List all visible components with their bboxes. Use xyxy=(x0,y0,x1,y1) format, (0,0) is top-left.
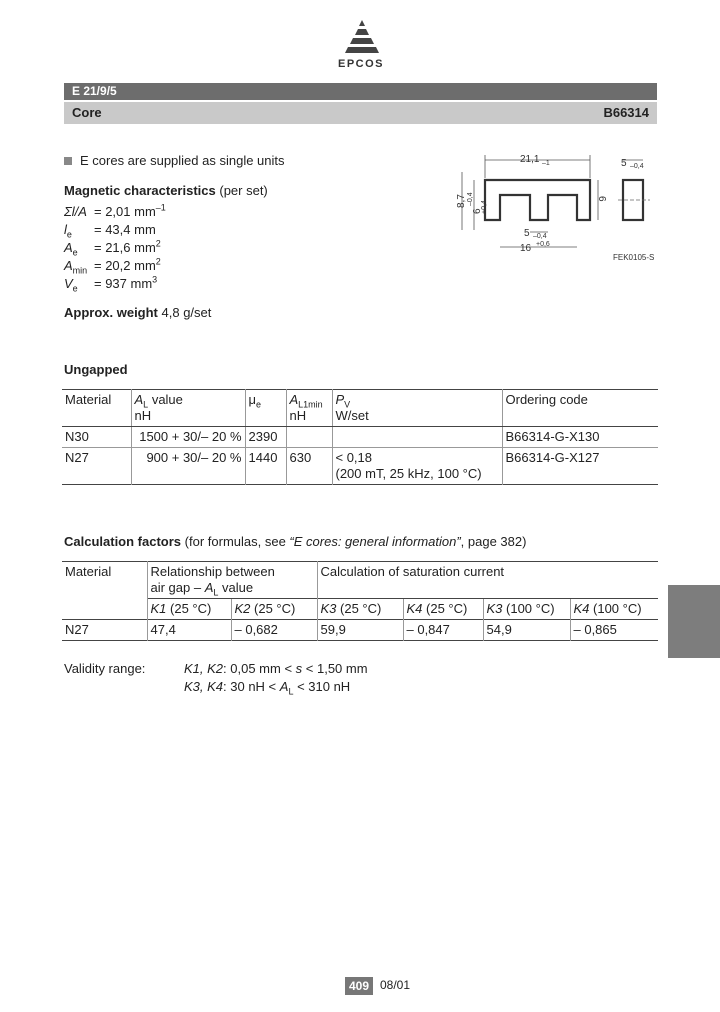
cell-al1min xyxy=(286,427,332,448)
validity-line-2: K3, K4: 30 nH < $A_L < 310$ nH xyxy=(184,679,351,697)
dim-window: 16 xyxy=(520,243,532,254)
table-subheader-row xyxy=(62,599,658,620)
param-symbol: Σl/A xyxy=(64,204,87,219)
col-al1min: $A_{L1min}$ nH xyxy=(286,390,332,427)
cell-ordering-code: B66314-G-X130 xyxy=(502,427,658,448)
bullet-square-icon xyxy=(64,157,72,165)
col-al: $A_L$ value nH xyxy=(131,390,245,427)
dim-height-a: 8,7 xyxy=(456,194,467,208)
weight-line xyxy=(64,305,211,320)
param-sub: e xyxy=(72,283,78,294)
table-header-row xyxy=(62,562,658,599)
param-value: = 937 mm xyxy=(94,276,153,291)
param-symbol: V xyxy=(64,276,73,291)
magnetic-title-suffix: (per set) xyxy=(219,183,268,198)
param-exp: 2 xyxy=(155,238,161,249)
validity-line-1: K1, K2: 0,05 mm < s < 1,50 mm xyxy=(184,661,368,676)
param-row-le xyxy=(64,222,156,240)
validity-label: Validity range: xyxy=(64,661,146,676)
dim-inner: 5 xyxy=(524,228,530,239)
col-k4-25: K4 (25 °C) xyxy=(403,599,483,620)
magnetic-title: Magnetic characteristics xyxy=(64,183,216,198)
page-number: 409 xyxy=(345,977,373,995)
section-tab xyxy=(668,585,720,658)
core-dimension-drawing xyxy=(440,150,665,270)
epcos-logo-icon xyxy=(340,18,384,58)
cell-k3-100: 54,9 xyxy=(483,620,570,641)
param-sub: min xyxy=(72,265,88,276)
cell-mu: 1440 xyxy=(245,448,286,485)
col-k1-25: K1 (25 °C) xyxy=(147,599,231,620)
cell-k1: 47,4 xyxy=(147,620,231,641)
col-saturation: Calculation of saturation current xyxy=(317,562,658,599)
param-symbol: A xyxy=(64,240,73,255)
cell-material: N27 xyxy=(65,450,89,465)
param-symbol: A xyxy=(64,258,73,273)
cell-al: 900 + 30/– 20 % xyxy=(131,448,245,485)
cell-pv xyxy=(332,427,502,448)
dim-width: 21,1 xyxy=(520,154,540,165)
param-sub: e xyxy=(72,247,78,258)
table-row xyxy=(62,427,658,448)
param-value: = 43,4 mm xyxy=(94,222,156,237)
param-value: = 21,6 mm xyxy=(94,240,156,255)
logo-text: EPCOS xyxy=(337,58,384,70)
cell-material: N27 xyxy=(62,620,147,641)
col-material: Material xyxy=(65,564,112,579)
cell-empty xyxy=(62,599,147,620)
page-date: 08/01 xyxy=(380,978,411,992)
part-code: B66314 xyxy=(603,105,649,120)
dim-width-tol: –1 xyxy=(542,160,550,167)
param-row-ve xyxy=(64,276,157,294)
dim-height-a-tol: –0,4 xyxy=(467,192,474,206)
table-row xyxy=(62,620,658,641)
param-exp: 2 xyxy=(155,256,161,267)
param-row-sum-l-a xyxy=(64,204,166,222)
col-k3-100: K3 (100 °C) xyxy=(483,599,570,620)
cell-ordering-code: B66314-G-X127 xyxy=(502,448,658,485)
param-row-ae xyxy=(64,240,161,258)
part-header-bar xyxy=(64,83,657,100)
calc-note: (for formulas, see xyxy=(184,534,290,549)
param-exp: 3 xyxy=(152,274,158,285)
table-header-row xyxy=(62,390,658,427)
cell-mu: 2390 xyxy=(245,427,286,448)
magnetic-heading xyxy=(64,183,268,198)
dim-depth: 5 xyxy=(621,158,627,169)
drawing-ref: FEK0105-S xyxy=(613,253,655,262)
dim-window-tol: +0,6 xyxy=(536,241,550,248)
col-k3-25: K3 (25 °C) xyxy=(317,599,403,620)
cell-k3: 59,9 xyxy=(317,620,403,641)
param-value: = 20,2 mm xyxy=(94,258,156,273)
table-row xyxy=(62,448,658,485)
param-symbol: l xyxy=(64,222,67,237)
col-k2-25: K2 (25 °C) xyxy=(231,599,317,620)
ungapped-heading: Ungapped xyxy=(64,362,128,377)
col-ordering-code: Ordering code xyxy=(502,390,658,427)
calc-table xyxy=(62,561,658,641)
dim-depth-tol: –0,4 xyxy=(630,163,644,170)
intro-text: E cores are supplied as single units xyxy=(80,153,285,168)
weight-value: 4,8 g/set xyxy=(161,305,212,320)
calc-note-suffix: , page 382) xyxy=(460,534,527,549)
cell-k4: – 0,847 xyxy=(403,620,483,641)
part-number: E 21/9/5 xyxy=(72,84,117,98)
col-relationship: Relationship between air gap – $A_L$ value xyxy=(147,562,317,599)
calc-title: Calculation factors xyxy=(64,534,182,549)
weight-label: Approx. weight xyxy=(64,305,158,320)
col-k4-100: K4 (100 °C) xyxy=(570,599,658,620)
cell-al1min: 630 xyxy=(286,448,332,485)
cell-al: 1500 + 30/– 20 % xyxy=(131,427,245,448)
calc-heading xyxy=(64,534,526,549)
calc-note-italic: “E cores: general information” xyxy=(289,534,461,549)
dim-height-b-tol: +0,4 xyxy=(481,200,488,214)
part-type: Core xyxy=(72,105,102,120)
cell-pv: < 0,18 (200 mT, 25 kHz, 100 °C) xyxy=(332,448,502,485)
dim-inner-tol: –0,4 xyxy=(533,233,547,240)
cell-k4-100: – 0,865 xyxy=(570,620,658,641)
param-sub: e xyxy=(66,229,72,240)
col-mu: $\mu_e$ xyxy=(245,390,286,427)
cell-material: N30 xyxy=(62,427,131,448)
dim-leg: 6 xyxy=(596,196,607,202)
dim-height-b: 6 xyxy=(472,208,483,214)
col-material: Material xyxy=(62,390,131,427)
param-row-amin xyxy=(64,258,161,276)
cell-k2: – 0,682 xyxy=(231,620,317,641)
param-value: = 2,01 mm xyxy=(94,204,156,219)
param-exp: –1 xyxy=(155,202,166,213)
col-pv: $P_V$ W/set xyxy=(332,390,502,427)
type-header-bar xyxy=(64,102,657,124)
ungapped-table xyxy=(62,389,658,485)
